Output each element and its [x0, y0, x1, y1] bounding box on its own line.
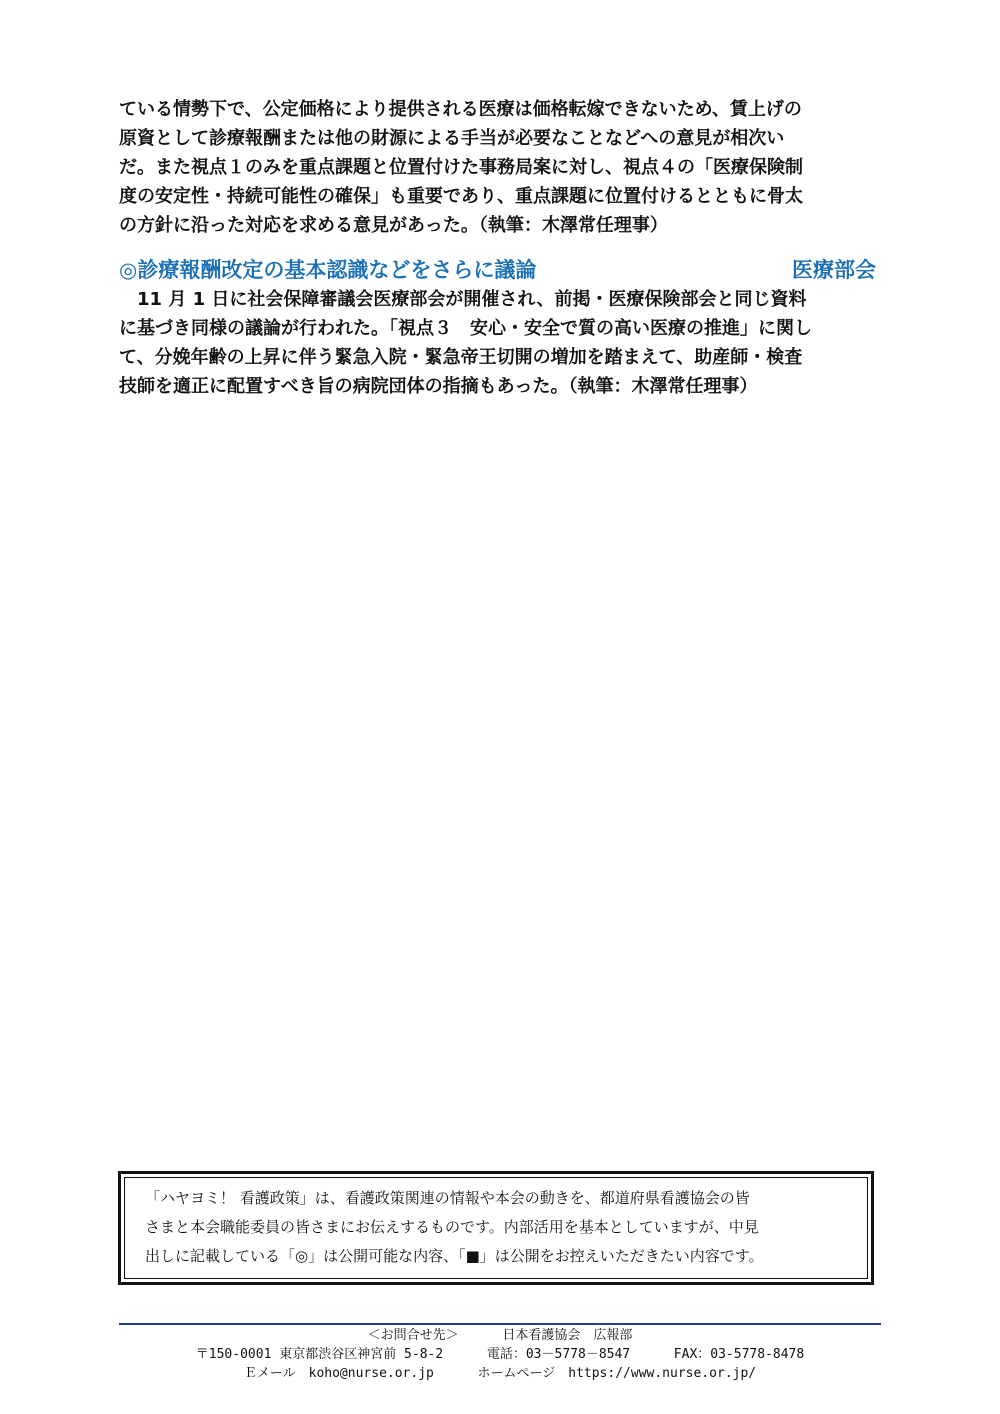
email-link[interactable]: Ｅメール koho@nurse.or.jp — [243, 1366, 434, 1381]
fax-number: FAX：03-5778-8478 — [673, 1347, 805, 1362]
body-line: 原資として診療報酬または他の財源による手当が必要なことなどへの意見が相次い — [119, 128, 785, 149]
notice-text — [124, 1177, 868, 1279]
phone-number: 電話：03－5778－8547 — [486, 1347, 631, 1362]
section-heading-title: ◎診療報酬改定の基本認識などをさらに議論 — [119, 258, 537, 282]
section-heading — [119, 255, 876, 285]
notice-line: さまと本会職能委員の皆さまにお伝えするものです。内部活用を基本としていますが、中見 — [145, 1218, 759, 1236]
organization-name: 日本看護協会 広報部 — [502, 1328, 633, 1343]
notice-line: 出しに記載している「◎」は公開可能な内容、「■」は公開をお控えいただきたい内容です。 — [145, 1247, 764, 1265]
footer-divider — [119, 1323, 881, 1325]
body-line: て、分娩年齢の上昇に伴う緊急入院・緊急帝王切開の増加を踏まえて、助産師・検査 — [119, 347, 803, 368]
body-line: 11 月 1 日に社会保障審議会医療部会が開催され、前掲・医療保険部会と同じ資料 — [119, 289, 807, 310]
footer-line-2 — [119, 1345, 881, 1364]
body-paragraph-1 — [119, 95, 884, 240]
body-paragraph-2 — [119, 285, 884, 401]
body-line: だ。また視点１のみを重点課題と位置付けた事務局案に対し、視点４の「医療保険制 — [119, 157, 803, 178]
footer-line-3 — [119, 1364, 881, 1383]
body-line: に基づき同様の議論が行われた。「視点３ 安心・安全で質の高い医療の推進」に関し — [119, 318, 812, 339]
body-line: 度の安定性・持続可能性の確保」も重要であり、重点課題に位置付けるとともに骨太 — [119, 186, 803, 207]
body-line: の方針に沿った対応を求める意見があった。（執筆：木澤常任理事） — [119, 215, 668, 236]
section-heading-committee: 医療部会 — [792, 258, 876, 282]
body-line: ている情勢下で、公定価格により提供される医療は価格転嫁できないため、賃上げの — [119, 99, 802, 120]
postal-code: 〒150-0001 — [195, 1347, 272, 1362]
contact-label: ＜お問合せ先＞ — [367, 1328, 459, 1343]
body-line: 技師を適正に配置すべき旨の病院団体の指摘もあった。（執筆：木澤常任理事） — [119, 376, 758, 397]
footer-contact — [119, 1326, 881, 1383]
address: 東京都渋谷区神宮前 5-8-2 — [279, 1347, 444, 1362]
footer-line-1 — [119, 1326, 881, 1345]
notice-line: 「ハヤヨミ！ 看護政策」は、看護政策関連の情報や本会の動きを、都道府県看護協会の皆 — [145, 1189, 750, 1207]
notice-box — [118, 1171, 874, 1285]
homepage-link[interactable]: ホームページ https://www.nurse.or.jp/ — [477, 1366, 757, 1381]
